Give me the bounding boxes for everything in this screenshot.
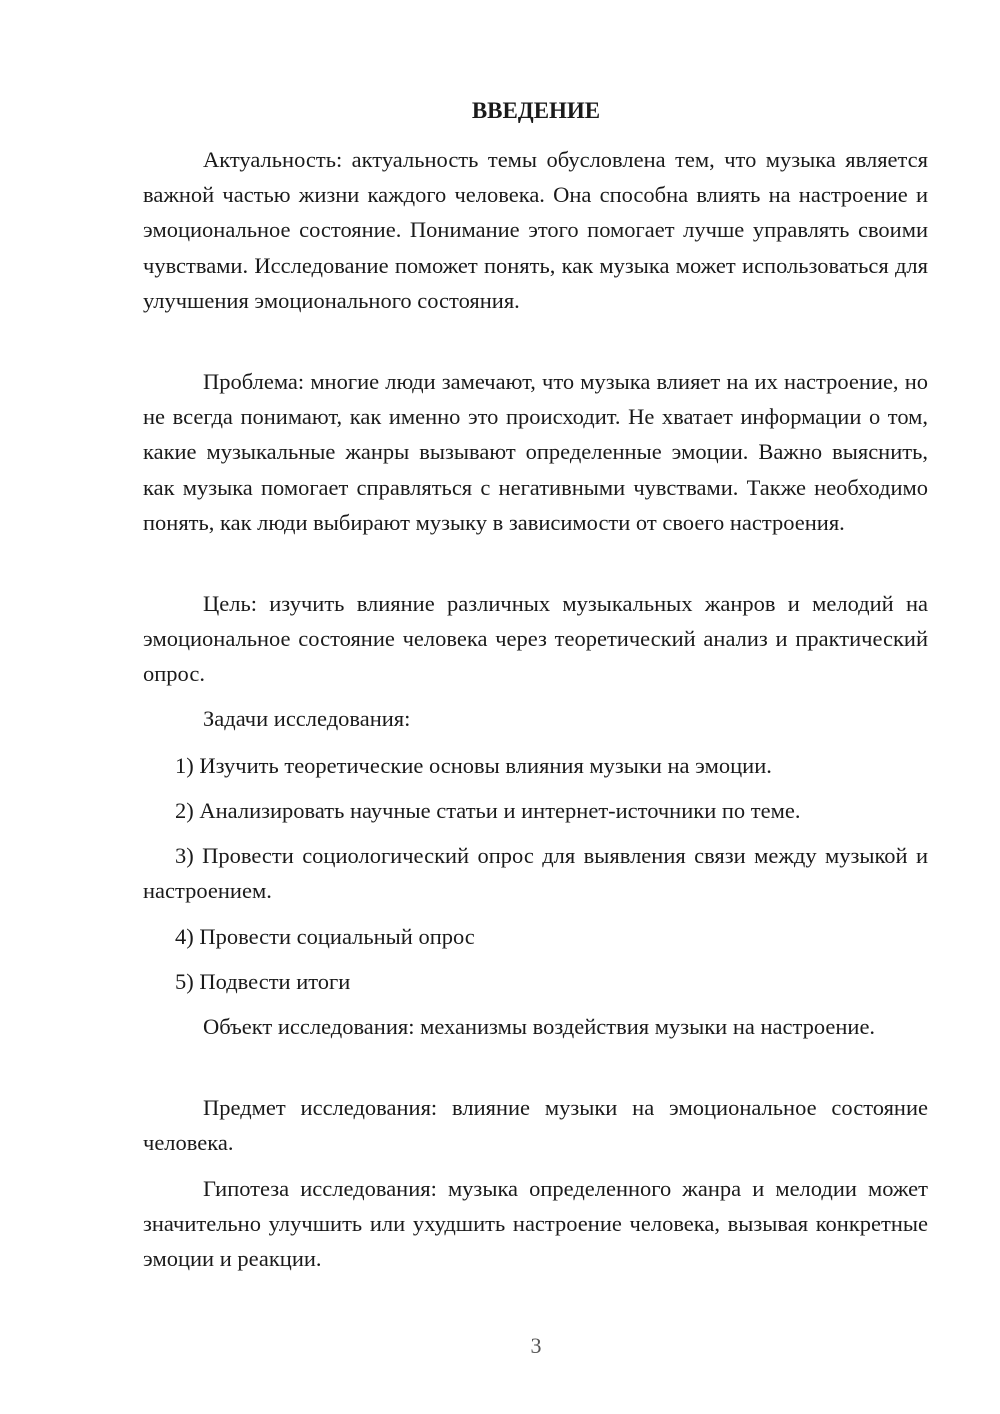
task-item-2: 2) Анализировать научные статьи и интернет-источники по теме. bbox=[175, 798, 801, 823]
paragraph-hypothesis: Гипотеза исследования: музыка определенного жанра и мелодии может значительно улучшить или ухудшить настроение человека, вызывая конкретные эмоции и реакции. bbox=[143, 1176, 928, 1272]
section-title: ВВЕДЕНИЕ bbox=[471, 98, 601, 123]
task-item-4: 4) Провести социальный опрос bbox=[175, 924, 475, 949]
paragraph-object: Объект исследования: механизмы воздействия музыки на настроение. bbox=[203, 1014, 876, 1039]
paragraph-subject: Предмет исследования: влияние музыки на эмоциональное состояние человека. bbox=[143, 1095, 928, 1156]
task-item-5: 5) Подвести итоги bbox=[175, 969, 351, 994]
paragraph-goal: Цель: изучить влияние различных музыкальных жанров и мелодий на эмоциональное состояние человека через теоретический анализ и практический опрос. bbox=[143, 591, 928, 687]
task-item-3: 3) Провести социологический опрос для выявления связи между музыкой и настроением. bbox=[143, 843, 928, 904]
tasks-heading: Задачи исследования: bbox=[203, 706, 411, 731]
page-number: 3 bbox=[530, 1333, 542, 1358]
paragraph-relevance: Актуальность: актуальность темы обусловлена тем, что музыка является важной частью жизни каждого человека. Она способна влиять на настроение и эмоциональное состояние. Понимание этого помогает лучше управлять своими чувствами. Исследование поможет понять, как музыка может использоваться для улучшения эмоционального состояния. bbox=[143, 147, 928, 313]
task-item-1: 1) Изучить теоретические основы влияния музыки на эмоции. bbox=[175, 753, 772, 778]
paragraph-problem: Проблема: многие люди замечают, что музыка влияет на их настроение, но не всегда понимают, как именно это происходит. Не хватает информации о том, какие музыкальные жанры вызывают определенные эмоции. Важно выяснить, как музыка помогает справляться с негативными чувствами. Также необходимо понять, как люди выбирают музыку в зависимости от своего настроения. bbox=[143, 369, 928, 535]
